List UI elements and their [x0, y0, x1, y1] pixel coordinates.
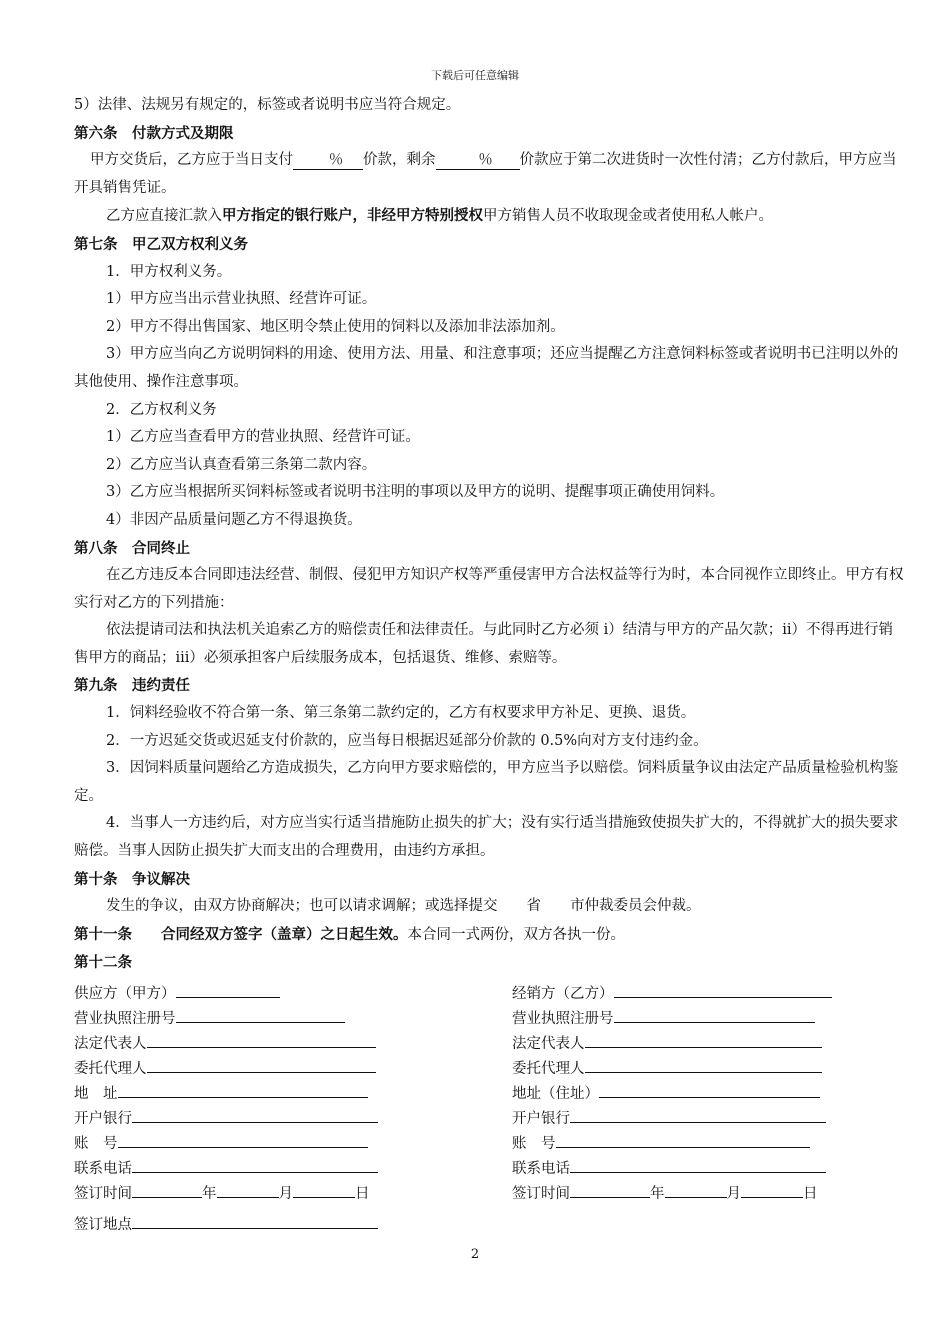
distributor-bank-input[interactable]	[570, 1105, 826, 1123]
section-9-paragraph-3: 3．因饲料质量问题给乙方造成损失，乙方向甲方要求赔偿的，甲方应当予以赔偿。饲料质量争议由法定产品质量检验机构鉴定。	[74, 760, 899, 804]
supplier-input[interactable]	[176, 980, 280, 998]
section-8-paragraph-2: 依法提请司法和执法机关追索乙方的赔偿责任和法律责任。与此同时乙方必须 i）结清与甲方的产品欠款；ii）不得再进行销售甲方的商品；iii）必须承担客户后续服务成本，包括退货、维修、索赔等。	[74, 622, 894, 666]
distributor-phone-row: 联系电话	[512, 1155, 832, 1180]
supplier-address-input[interactable]	[118, 1080, 368, 1098]
distributor-input[interactable]	[614, 980, 832, 998]
section-10-paragraph-1: 发生的争议，由双方协商解决；也可以请求调解；或选择提交 省 市仲裁委员会仲裁。	[106, 898, 701, 915]
supplier-legal-rep-row: 法定代表人	[74, 1030, 378, 1055]
distributor-bank-row: 开户银行	[512, 1105, 832, 1130]
supplier-bank-input[interactable]	[132, 1105, 378, 1123]
section-7-b1: 1）乙方应当查看甲方的营业执照、经营许可证。	[106, 429, 420, 446]
distributor-address-row: 地址（住址）	[512, 1080, 832, 1105]
section-6-paragraph-1: 甲方交货后，乙方应于当日支付 ％ 价款，剩余 ％ 价款应于第二次进货时一次性付清；乙方付款后，甲方应当开具销售凭证。	[74, 152, 897, 196]
distributor-account-row: 账 号	[512, 1130, 832, 1155]
supplier-place-input[interactable]	[132, 1211, 378, 1229]
distributor-account-input[interactable]	[556, 1130, 810, 1148]
section-9-paragraph-2: 2．一方迟延交货或迟延支付价款的，应当每日根据迟延部分价款的 0.5%向对方支付违约金。	[106, 732, 708, 749]
distributor-address-input[interactable]	[599, 1080, 820, 1098]
section-8-paragraph-1: 在乙方违反本合同即违法经营、制假、侵犯甲方知识产权等严重侵害甲方合法权益等行为时，本合同视作立即终止。甲方有权实行对乙方的下列措施：	[74, 567, 904, 611]
distributor-agent-row: 委托代理人	[512, 1055, 832, 1080]
section-7-a-title: 1．甲方权利义务。	[106, 263, 232, 280]
signature-distributor-column	[512, 980, 832, 1205]
distributor-legal-rep-input[interactable]	[585, 1030, 822, 1048]
blank-percent-2: ％	[436, 151, 520, 170]
supplier-row: 供应方（甲方）	[74, 980, 378, 1005]
section-6-title: 第六条 付款方式及期限	[74, 124, 234, 142]
distributor-row: 经销方（乙方）	[512, 980, 832, 1005]
section-7-b4: 4）非因产品质量问题乙方不得退换货。	[106, 511, 362, 528]
distributor-year-input[interactable]	[570, 1180, 650, 1198]
supplier-place-row: 签订地点	[74, 1211, 378, 1236]
page-number: 2	[470, 1247, 480, 1262]
supplier-agent-row: 委托代理人	[74, 1055, 378, 1080]
supplier-date-row: 签订时间 年 月 日	[74, 1180, 378, 1205]
supplier-phone-row: 联系电话	[74, 1155, 378, 1180]
supplier-license-row: 营业执照注册号	[74, 1005, 378, 1030]
section-11: 第十一条 合同经双方签字（盖章）之日起生效。本合同一式两份，双方各执一份。	[74, 925, 625, 943]
document-body	[74, 92, 906, 977]
distributor-agent-input[interactable]	[585, 1055, 822, 1073]
supplier-month-input[interactable]	[217, 1180, 279, 1198]
distributor-month-input[interactable]	[665, 1180, 727, 1198]
supplier-agent-input[interactable]	[147, 1055, 376, 1073]
supplier-account-row: 账 号	[74, 1130, 378, 1155]
section-10-title: 第十条 争议解决	[74, 870, 190, 888]
section-7-a3: 3）甲方应当向乙方说明饲料的用途、使用方法、用量、和注意事项；还应当提醒乙方注意饲料标签或者说明书已注明以外的其他使用、操作注意事项。	[74, 346, 899, 390]
section-7-b-title: 2．乙方权利义务	[106, 401, 217, 418]
supplier-day-input[interactable]	[293, 1180, 355, 1198]
supplier-address-row: 地 址	[74, 1080, 378, 1105]
supplier-bank-row: 开户银行	[74, 1105, 378, 1130]
distributor-phone-input[interactable]	[570, 1155, 826, 1173]
distributor-license-input[interactable]	[614, 1005, 815, 1023]
supplier-year-input[interactable]	[132, 1180, 202, 1198]
section-7-b3: 3）乙方应当根据所买饲料标签或者说明书注明的事项以及甲方的说明、提醒事项正确使用饲料。	[106, 484, 725, 501]
distributor-day-input[interactable]	[741, 1180, 803, 1198]
section-7-a2: 2）甲方不得出售国家、地区明令禁止使用的饲料以及添加非法添加剂。	[106, 318, 565, 335]
supplier-legal-rep-input[interactable]	[147, 1030, 376, 1048]
section-7-b2: 2）乙方应当认真查看第三条第二款内容。	[106, 456, 377, 473]
section-9-title: 第九条 违约责任	[74, 677, 190, 695]
section-8-title: 第八条 合同终止	[74, 539, 190, 557]
section-9-paragraph-1: 1．饲料经验收不符合第一条、第三条第二款约定的，乙方有权要求甲方补足、更换、退货。	[106, 705, 696, 722]
section-6-paragraph-2: 乙方应直接汇款入甲方指定的银行账户，非经甲方特别授权甲方销售人员不收取现金或者使用私人帐户。	[106, 207, 773, 225]
section-7-title: 第七条 甲乙双方权利义务	[74, 235, 248, 253]
supplier-license-input[interactable]	[176, 1005, 345, 1023]
distributor-license-row: 营业执照注册号	[512, 1005, 832, 1030]
supplier-phone-input[interactable]	[132, 1155, 378, 1173]
clause-item-5: 5）法律、法规另有规定的，标签或者说明书应当符合规定。	[74, 97, 461, 113]
section-12-title: 第十二条	[74, 954, 132, 972]
section-7-a1: 1）甲方应当出示营业执照、经营许可证。	[106, 291, 377, 308]
page-header: 下载后可任意编辑	[431, 69, 519, 82]
section-9-paragraph-4: 4．当事人一方违约后，对方应当实行适当措施防止损失的扩大；没有实行适当措施致使损失扩大的，不得就扩大的损失要求赔偿。当事人因防止损失扩大而支出的合理费用，由违约方承担。	[74, 815, 899, 860]
signature-supplier-column	[74, 980, 378, 1236]
distributor-date-row: 签订时间 年 月 日	[512, 1180, 832, 1205]
blank-percent-1: ％	[293, 151, 363, 170]
distributor-legal-rep-row: 法定代表人	[512, 1030, 832, 1055]
supplier-account-input[interactable]	[118, 1130, 368, 1148]
